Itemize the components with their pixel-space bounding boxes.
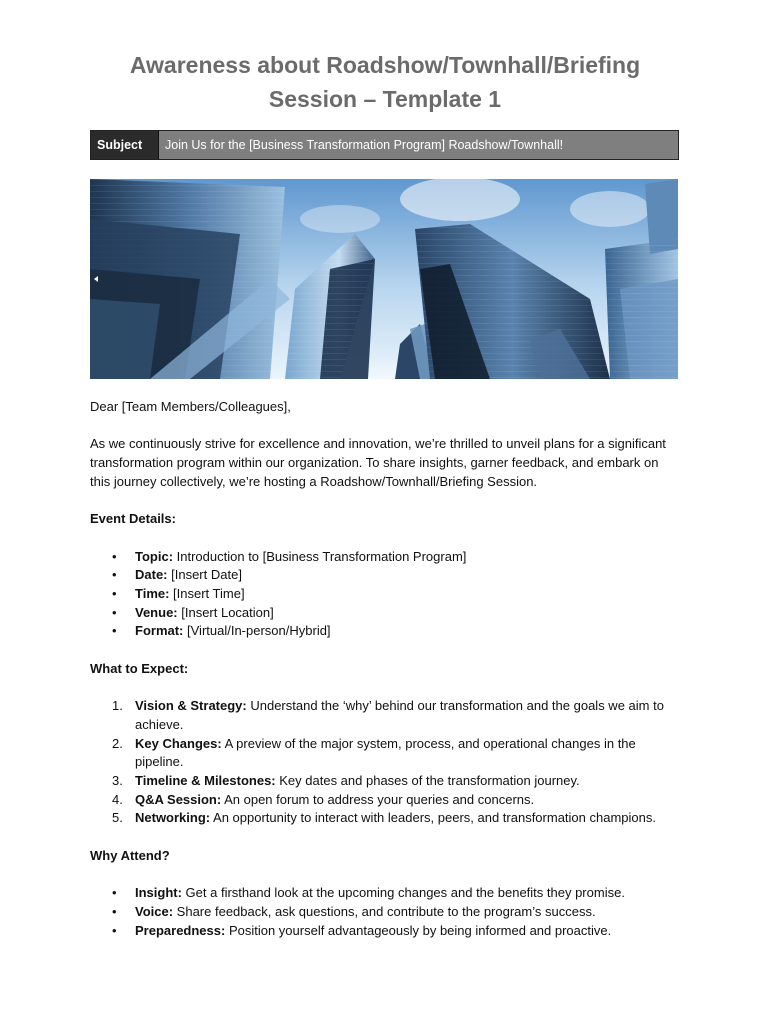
bullet-icon: • [112,885,117,901]
intro-paragraph: As we continuously strive for excellence and innovation, we’re thrilled to unveil plans for a significant transformation program within our organization. To share insights, garner feedback, and embark on this journey collectively, we’re hosting a Roadshow/Townhall/Briefing Session. [90,436,666,489]
banner-image [90,179,678,379]
why-attend-heading: Why Attend? [90,847,170,863]
greeting: Dear [Team Members/Colleagues], [90,399,291,414]
bullet-icon: • [112,585,117,601]
why-attend-list [90,884,680,940]
list-item: • Time: [Insert Time] [90,585,680,604]
bullet-icon: • [112,922,117,938]
list-item: • Date: [Insert Date] [90,566,680,585]
list-item: 5. Networking: An opportunity to interact with leaders, peers, and transformation champions. [112,810,656,826]
bullet-icon: • [112,903,117,919]
event-details-heading: Event Details: [90,511,176,527]
subject-label: Subject [91,131,159,159]
bullet-icon: • [112,548,117,564]
list-item: • Topic: Introduction to [Business Transformation Program] [90,548,680,567]
list-item: • Insight: Get a firsthand look at the upcoming changes and the benefits they promise. [90,884,680,903]
list-item: 1. Vision & Strategy: Understand the ‘why’ behind our transformation and the goals we aim to achieve. [112,698,664,732]
event-details-list [90,548,680,642]
subject-value: Join Us for the [Business Transformation Program] Roadshow/Townhall! [159,131,678,159]
document-title: Awareness about Roadshow/Townhall/Briefing Session – Template 1 [129,52,641,112]
bullet-icon: • [112,567,117,583]
what-to-expect-heading: What to Expect: [90,660,189,676]
list-item: 3. Timeline & Milestones: Key dates and phases of the transformation journey. [112,772,580,788]
list-item: • Preparedness: Position yourself advantageously by being informed and proactive. [90,922,680,941]
list-item: 4. Q&A Session: An open forum to address your queries and concerns. [112,791,535,807]
bullet-icon: • [112,623,117,639]
email-body [90,398,680,940]
list-item: • Voice: Share feedback, ask questions, and contribute to the program’s success. [90,903,680,922]
list-item: • Venue: [Insert Location] [90,604,680,623]
subject-row [90,130,679,160]
list-item: 2. Key Changes: A preview of the major system, process, and operational changes in the pipeline. [112,735,636,770]
list-item: • Format: [Virtual/In-person/Hybrid] [90,622,680,641]
skyscrapers-illustration [90,179,678,379]
bullet-icon: • [112,604,117,620]
what-to-expect-list [90,697,680,828]
